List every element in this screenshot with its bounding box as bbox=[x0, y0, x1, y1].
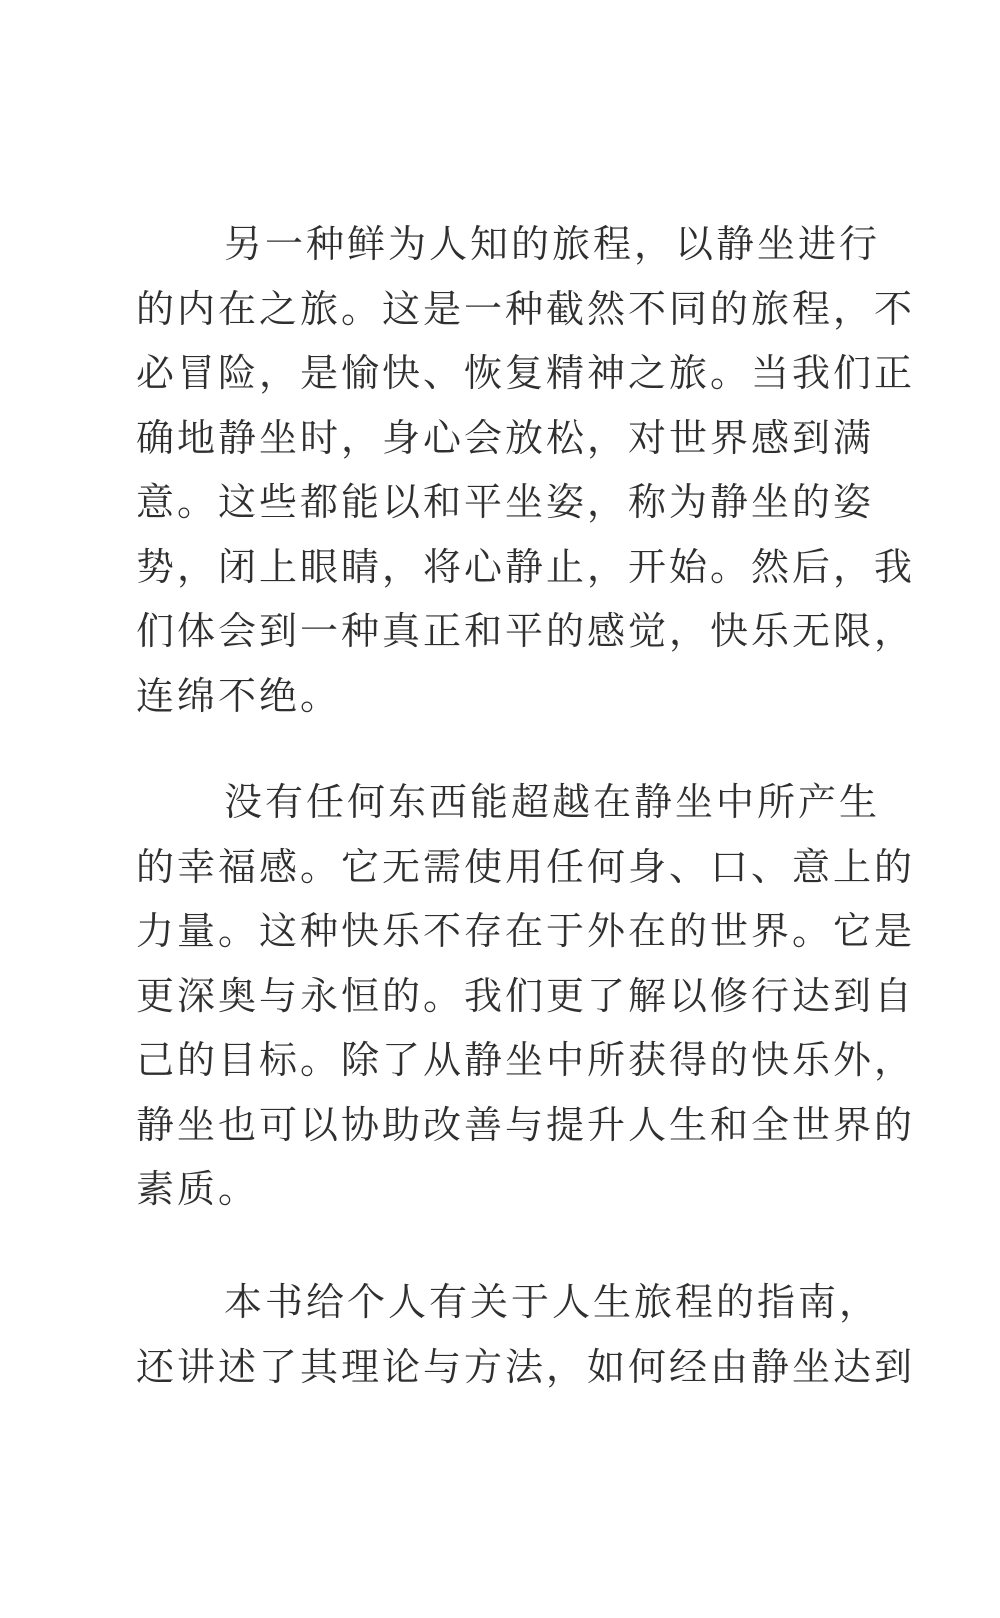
paragraph-line: 素质。 bbox=[136, 1167, 260, 1211]
paragraph-line: 们体会到一种真正和平的感觉，快乐无限， bbox=[136, 609, 916, 653]
paragraph-line: 必冒险，是愉快、恢复精神之旅。当我们正 bbox=[136, 351, 916, 395]
paragraph-line: 势，闭上眼睛，将心静止，开始。然后，我 bbox=[136, 544, 916, 589]
paragraph-line: 确地静坐时，身心会放松，对世界感到满 bbox=[136, 415, 875, 460]
paragraph-line: 更深奥与永恒的。我们更了解以修行达到自 bbox=[136, 973, 916, 1018]
paragraph-inner-journey bbox=[136, 212, 916, 728]
paragraph-book-guide bbox=[136, 1270, 916, 1399]
paragraph-line: 的内在之旅。这是一种截然不同的旅程，不 bbox=[136, 286, 916, 331]
paragraph-line: 本书给个人有关于人生旅程的指南， bbox=[224, 1280, 881, 1324]
paragraph-line: 的幸福感。它无需使用任何身、口、意上的 bbox=[136, 844, 916, 889]
paragraph-line: 另一种鲜为人知的旅程，以静坐进行 bbox=[224, 222, 881, 266]
paragraph-line: 没有任何东西能超越在静坐中所产生 bbox=[224, 780, 881, 824]
paragraph-line: 意。这些都能以和平坐姿，称为静坐的姿 bbox=[136, 480, 875, 524]
paragraph-line: 还讲述了其理论与方法，如何经由静坐达到 bbox=[136, 1344, 916, 1389]
paragraph-line: 己的目标。除了从静坐中所获得的快乐外， bbox=[136, 1038, 916, 1082]
paragraph-line: 力量。这种快乐不存在于外在的世界。它是 bbox=[136, 909, 916, 953]
paragraph-line: 静坐也可以协助改善与提升人生和全世界的 bbox=[136, 1102, 916, 1147]
paragraph-happiness bbox=[136, 770, 916, 1222]
paragraph-line: 连绵不绝。 bbox=[136, 673, 342, 718]
